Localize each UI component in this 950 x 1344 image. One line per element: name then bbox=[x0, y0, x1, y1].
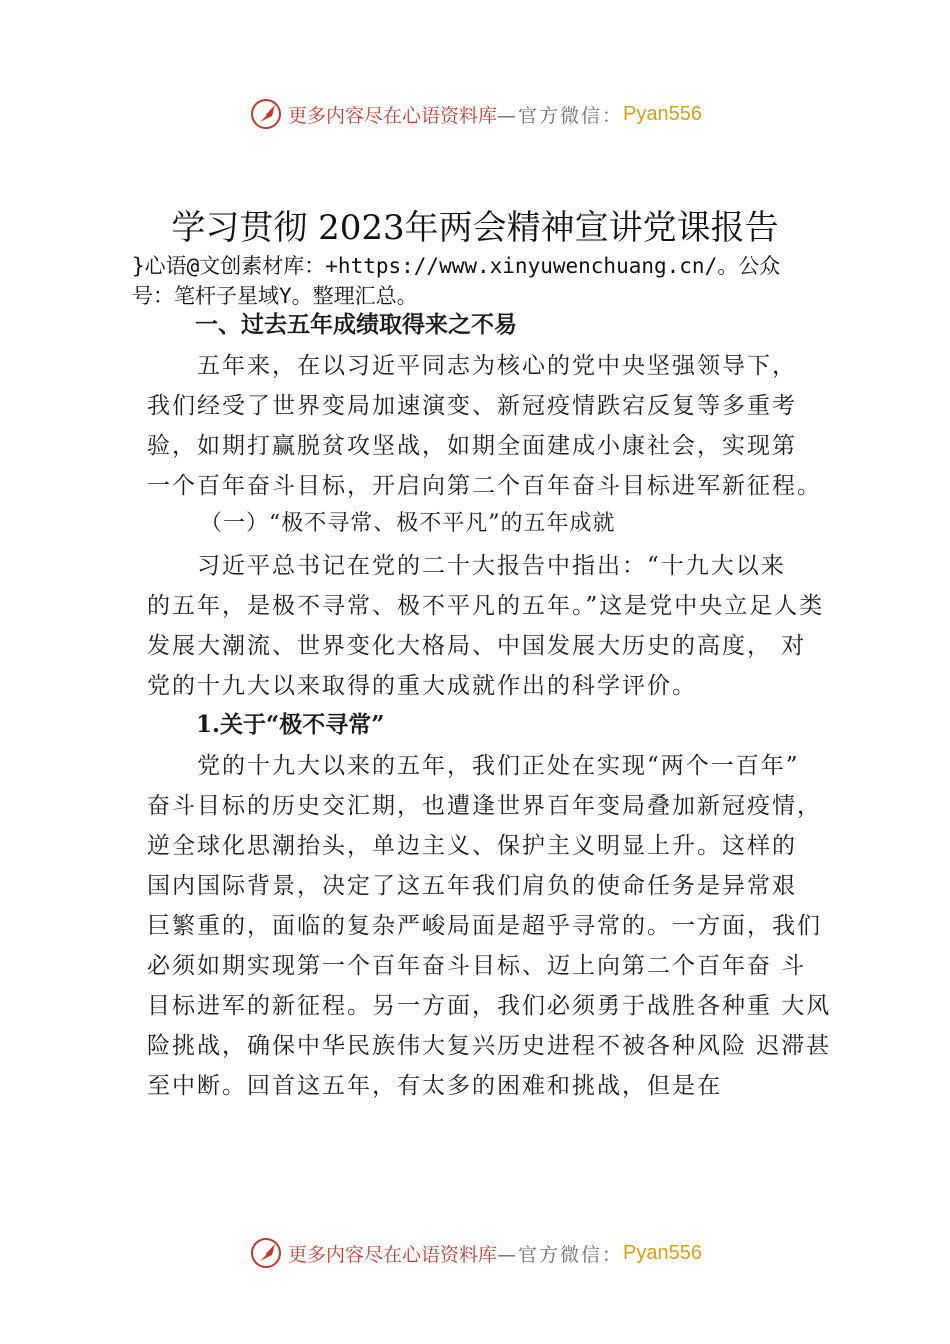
paragraph-1 bbox=[147, 346, 837, 506]
document-title: 学习贯彻 2023年两会精神宣讲党课报告 bbox=[171, 208, 779, 248]
paragraph-line: 至中断。回首这五年，有太多的困难和挑战，但是在 bbox=[147, 1073, 722, 1099]
paragraph-line: 奋斗目标的历史交汇期，也遭逢世界百年变局叠加新冠疫情， bbox=[147, 793, 822, 819]
paragraph-line: 必须如期实现第一个百年奋斗目标、迈上向第二个百年奋 斗 bbox=[147, 953, 807, 979]
paragraph-line: 五年来，在以习近平同志为核心的党中央坚强领导下， bbox=[197, 353, 797, 379]
paragraph-line: 验，如期打赢脱贫攻坚战，如期全面建成小康社会，实现第 bbox=[147, 433, 797, 459]
source-line: 号：笔杆子星域Y。整理汇总。 bbox=[132, 284, 418, 308]
subsection-heading-1: （一）“极不寻常、极不平凡”的五年成就 bbox=[200, 511, 616, 536]
watermark-wechat-id: Pyan556 bbox=[623, 1241, 702, 1264]
paragraph-line: 巨繁重的，面临的复杂严峻局面是超乎寻常的。一方面，我们 bbox=[147, 913, 822, 939]
paragraph-line: 习近平总书记在党的二十大报告中指出：“十九大以来 bbox=[197, 553, 786, 579]
paragraph-line: 目标进军的新征程。另一方面，我们必须勇于战胜各种重 大风 bbox=[147, 993, 832, 1019]
watermark-sub-text: —官方微信： bbox=[497, 104, 624, 127]
paragraph-2 bbox=[147, 546, 837, 706]
watermark-sub-text: —官方微信： bbox=[497, 1243, 624, 1266]
paragraph-3 bbox=[147, 746, 837, 1106]
header-watermark bbox=[0, 94, 950, 134]
paragraph-line: 我们经受了世界变局加速演变、新冠疫情跌宕反复等多重考 bbox=[147, 393, 797, 419]
paragraph-line: 党的十九大以来取得的重大成就作出的科学评价。 bbox=[147, 673, 697, 699]
paragraph-line: 逆全球化思潮抬头，单边主义、保护主义明显上升。这样的 bbox=[147, 833, 797, 859]
watermark-wechat-id: Pyan556 bbox=[623, 102, 702, 125]
paragraph-line: 险挑战，确保中华民族伟大复兴历史进程不被各种风险 迟滞甚 bbox=[147, 1033, 832, 1059]
paragraph-line: 发展大潮流、世界变化大格局、中国发展大历史的高度， 对 bbox=[147, 633, 807, 659]
source-line: }心语@文创素材库：+https://www.xinyuwenchuang.cn/。公众 bbox=[132, 254, 781, 278]
paragraph-line: 党的十九大以来的五年，我们正处在实现“两个一百年” bbox=[197, 753, 800, 779]
quill-pen-icon bbox=[248, 1235, 284, 1271]
quill-pen-icon bbox=[248, 96, 284, 132]
source-note bbox=[132, 251, 844, 311]
paragraph-line: 国内国际背景，决定了这五年我们肩负的使命任务是异常艰 bbox=[147, 873, 797, 899]
point-heading-1: 1.关于“极不寻常” bbox=[196, 711, 385, 738]
paragraph-line: 一个百年奋斗目标，开启向第二个百年奋斗目标进军新征程。 bbox=[147, 473, 822, 499]
section-heading-1: 一、过去五年成绩取得来之不易 bbox=[195, 312, 517, 338]
watermark-main-text: 更多内容尽在心语资料库 bbox=[288, 1243, 498, 1266]
watermark-main-text: 更多内容尽在心语资料库 bbox=[288, 104, 498, 127]
footer-watermark bbox=[0, 1233, 950, 1273]
paragraph-line: 的五年，是极不寻常、极不平凡的五年。”这是党中央立足人类 bbox=[147, 593, 825, 619]
